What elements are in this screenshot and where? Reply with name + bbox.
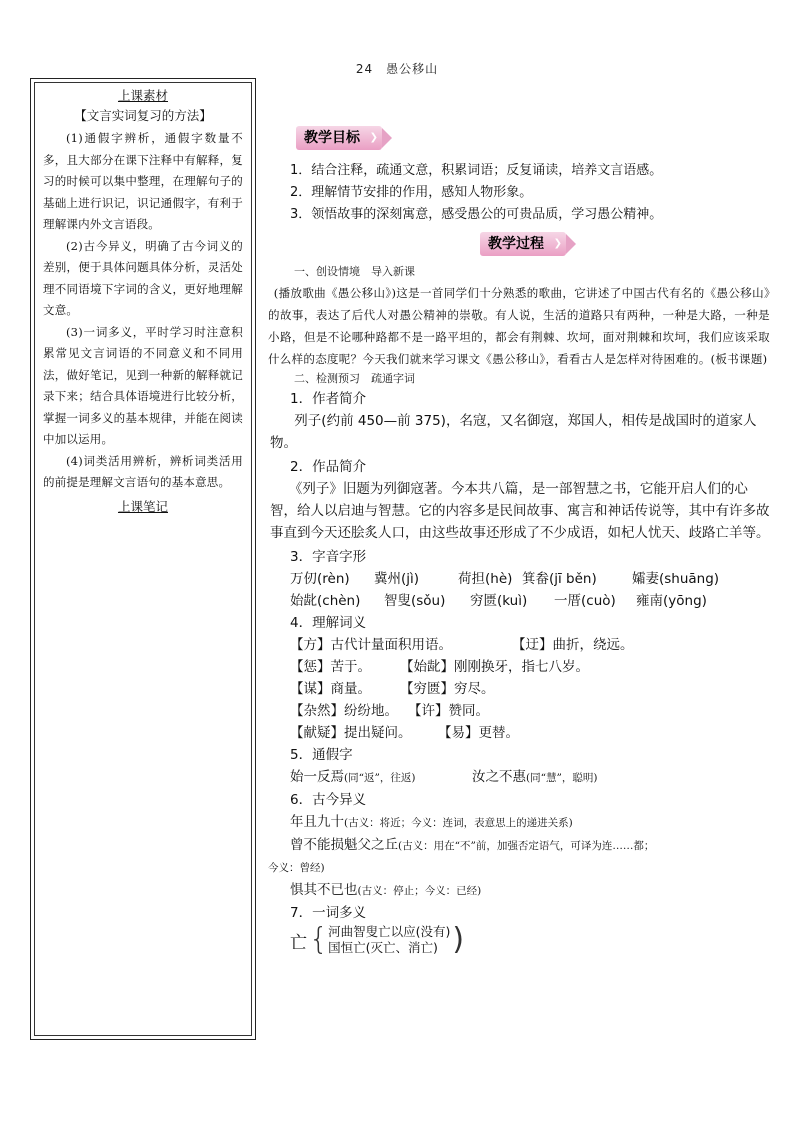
pron-row (290, 590, 770, 612)
vocab-title: 4．理解词义 (290, 615, 367, 631)
vocab-item: 【许】赞同。 (408, 703, 489, 719)
section-heading: 二、检测预习 疏通字词 (294, 372, 415, 385)
duoyi-title: 7．一词多义 (290, 905, 367, 921)
vocab-row (290, 678, 770, 700)
page-title: 24 愚公移山 (355, 62, 439, 76)
duoyi-item: 河曲智叟亡以应(没有) (328, 924, 451, 939)
sidebar-paragraph: (4)词类活用辨析，辨析词类活用的前提是理解文言语句的基本意思。 (43, 453, 243, 489)
vocab-row (290, 700, 770, 722)
goals-tag: 教学目标 ❯ (296, 126, 382, 150)
sidebar-heading: 上课素材 (117, 88, 168, 103)
pron-item: 万仞(rèn) (290, 571, 350, 587)
work-title: 2．作品简介 (290, 459, 367, 475)
sidebar-subheading: 【文言实词复习的方法】 (74, 108, 212, 123)
vocab-item: 【谋】商量。 (290, 681, 371, 697)
process-tag: 教学过程 ❯ (480, 232, 566, 256)
pron-title: 3．字音字形 (290, 549, 367, 565)
pron-item: 智叟(sǒu) (384, 593, 446, 609)
author-text: 列子(约前 450—前 375)，名寇，又名御寇，郑国人，相传是战国时的道家人物。 (270, 413, 757, 451)
goals-tag-wrap (296, 126, 770, 150)
chevron-icon: ❯ (553, 238, 562, 249)
chevron-icon: ❯ (369, 132, 378, 143)
brace-right-icon: ) (452, 922, 465, 957)
pron-row (290, 568, 770, 590)
gujin-item: 年且九十(古义：将近；今义：连词，表意思上的递进关系) (290, 814, 573, 830)
vocab-item: 【献疑】提出疑问。 (290, 725, 412, 741)
vocab-item: 【易】更替。 (438, 725, 519, 741)
gujin-note: (古义：停止；今义：已经) (357, 885, 482, 897)
intro-paragraph: (播放歌曲《愚公移山》)这是一首同学们十分熟悉的歌曲，它讲述了中国古代有名的《愚公移山》的故事，表达了后代人对愚公精神的崇敬。有人说，生活的道路只有两种，一种是大路，一种是小路，但是不论哪种路都不是一路平坦的，都会有荆棘、坎坷，面对荆棘和坎坷，我们应该采取什么样的态度呢？今天我们就来学习课文《愚公移山》，看看古人是怎样对待困难的。(板书课题) (268, 286, 770, 366)
pron-item: 雍南(yōng) (636, 593, 707, 609)
sidebar-box (30, 78, 256, 1040)
goal-item: 3．领悟故事的深刻寓意，感受愚公的可贵品质，学习愚公精神。 (290, 207, 663, 222)
sidebar-notes-label: 上课笔记 (117, 498, 168, 514)
vocab-item: 【穷匮】穷尽。 (400, 681, 495, 697)
gujin-title: 6．古今异义 (290, 792, 367, 808)
vocab-row (290, 634, 770, 656)
pron-item: 孀妻(shuāng) (632, 571, 720, 587)
goal-item: 1．结合注释，疏通文意，积累词语；反复诵读，培养文言语感。 (290, 163, 663, 178)
pron-item: 始龀(chèn) (290, 593, 361, 609)
gujin-note-cont: 今义：曾经) (268, 862, 325, 874)
tongjia-row (290, 766, 770, 789)
tongjia-note: (同“返”，往返) (344, 772, 416, 784)
pron-item: 穷匮(kuì) (470, 593, 528, 609)
pron-item: 荷担(hè) (458, 571, 513, 587)
sidebar-paragraph: (2)古今异义，明确了古今词义的差别，便于具体问题具体分析，灵活处理不同语境下字词的含义，更好地理解文意。 (43, 238, 243, 317)
vocab-row (290, 656, 770, 678)
gujin-item: 惧其不已也(古义：停止；今义：已经) (290, 882, 482, 898)
gujin-item: 曾不能损魁父之丘(古义：用在“不”前，加强否定语气，可译为连……都； (290, 837, 655, 853)
gujin-note: (古义：用在“不”前，加强否定语气，可译为连……都； (398, 840, 655, 852)
vocab-item: 【惩】苦于。 (290, 659, 371, 675)
sidebar-paragraph: (1)通假字辨析，通假字数量不多，且大部分在课下注释中有解释，复习的时候可以集中整理，在理解句子的基础上进行识记，识记通假字，有利于理解课内外文言语段。 (43, 131, 243, 231)
author-title: 1．作者简介 (290, 391, 367, 407)
vocab-item: 【杂然】纷纷地。 (290, 703, 398, 719)
gujin-note: (古义：将近；今义：连词，表意思上的递进关系) (344, 817, 573, 829)
main-content (268, 126, 770, 957)
sidebar-paragraph: (3)一词多义，平时学习时注意积累常见文言词语的不同意义和不同用法，做好笔记，见到一种新的解释就记录下来；结合具体语境进行比较分析，掌握一词多义的基本规律，并能在阅读中加以运用。 (43, 324, 243, 446)
tongjia-title: 5．通假字 (290, 747, 353, 763)
vocab-row (290, 722, 770, 744)
sidebar-inner (34, 82, 252, 1036)
pron-item: 一厝(cuò) (554, 593, 616, 609)
pron-item: 冀州(jì) (374, 571, 420, 587)
duoyi-item: 国恒亡(灭亡、消亡) (328, 940, 438, 955)
brace-left-icon: { (309, 922, 329, 957)
vocab-item: 【方】古代计量面积用语。 (290, 637, 452, 653)
process-tag-wrap (480, 232, 770, 256)
tongjia-note: (同“慧”，聪明) (526, 772, 598, 784)
duoyi-list (328, 924, 450, 956)
duoyi-group (290, 924, 770, 956)
tongjia-sentence: 始一反焉 (290, 769, 344, 785)
vocab-item: 【迂】曲折，绕远。 (512, 637, 634, 653)
pron-item: 箕畚(jī běn) (522, 571, 597, 587)
goal-item: 2．理解情节安排的作用，感知人物形象。 (290, 185, 533, 200)
section-heading: 一、创设情境 导入新课 (294, 265, 415, 278)
vocab-item: 【始龀】刚刚换牙，指七八岁。 (400, 659, 589, 675)
duoyi-char: 亡 (290, 932, 307, 953)
tongjia-sentence: 汝之不惠 (472, 769, 526, 785)
work-text: 《列子》旧题为列御寇著。今本共八篇，是一部智慧之书，它能开启人们的心智，给人以启迪与智慧。它的内容多是民间故事、寓言和神话传说等，其中有许多故事直到今天还脍炙人口，由这些故事还形成了不少成语，如杞人忧天、歧路亡羊等。 (270, 481, 770, 541)
